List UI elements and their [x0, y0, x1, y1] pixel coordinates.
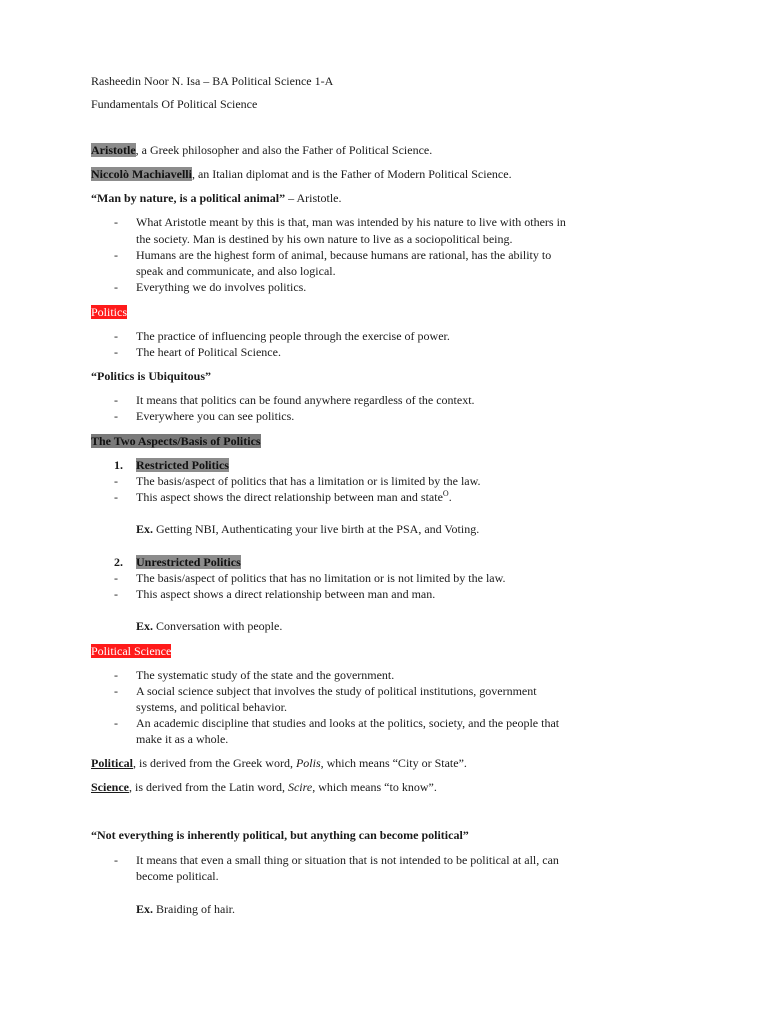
bullet: -	[114, 215, 118, 229]
bullet: -	[114, 684, 118, 698]
politics-heading: Politics	[91, 305, 128, 319]
list-item: It means that politics can be found anywhere regardless of the context.	[136, 393, 475, 407]
list-item: The practice of influencing people through the exercise of power.	[136, 329, 450, 343]
author-line: Rasheedin Noor N. Isa – BA Political Science 1-A	[91, 74, 334, 88]
list-item: The basis/aspect of politics that has no limitation or is not limited by the law.	[136, 571, 506, 585]
machiavelli-highlight: Niccolò Machiavelli	[91, 167, 192, 181]
list-item: What Aristotle meant by this is that, man was intended by his nature to live with others in	[136, 215, 566, 229]
list-item: The systematic study of the state and the government.	[136, 668, 395, 682]
bullet: -	[114, 490, 118, 504]
bullet: -	[114, 716, 118, 730]
aristotle-line: Aristotle, a Greek philosopher and also the Father of Political Science.	[91, 143, 433, 157]
list-item: make it as a whole.	[136, 732, 229, 746]
bullet: -	[114, 668, 118, 682]
quote-aristotle: “Man by nature, is a political animal” – Aristotle.	[91, 191, 342, 205]
aspects-heading: The Two Aspects/Basis of Politics	[91, 434, 261, 448]
list-item: Everywhere you can see politics.	[136, 409, 295, 423]
list-item: the society. Man is destined by his own nature to live as a sociopolitical being.	[136, 232, 513, 246]
bullet: -	[114, 248, 118, 262]
bullet: -	[114, 587, 118, 601]
course-title: Fundamentals Of Political Science	[91, 97, 258, 111]
restricted-example: Ex. Getting NBI, Authenticating your live birth at the PSA, and Voting.	[136, 522, 480, 536]
list-item: Humans are the highest form of animal, because humans are rational, has the ability to	[136, 248, 552, 262]
bullet: -	[114, 280, 118, 294]
list-item: Everything we do involves politics.	[136, 280, 307, 294]
bullet: -	[114, 571, 118, 585]
political-science-heading: Political Science	[91, 644, 172, 658]
list-item: It means that even a small thing or situation that is not intended to be political at all, can	[136, 853, 559, 867]
list-item: A social science subject that involves the study of political institutions, government	[136, 684, 537, 698]
quote-ubiquitous: “Politics is Ubiquitous”	[91, 369, 212, 383]
list-item: This aspect shows the direct relationship between man and state$^O$.	[136, 489, 452, 504]
list-item: The basis/aspect of politics that has a limitation or is limited by the law.	[136, 474, 481, 488]
bullet: -	[114, 853, 118, 867]
bullet: -	[114, 393, 118, 407]
unrestricted-example: Ex. Conversation with people.	[136, 619, 283, 633]
braiding-example: Ex. Braiding of hair.	[136, 902, 235, 916]
unrestricted-title: Unrestricted Politics	[136, 555, 241, 569]
list-item: speak and communicate, and also logical.	[136, 264, 336, 278]
list-number: 2.	[114, 555, 123, 569]
bullet: -	[114, 409, 118, 423]
bullet: -	[114, 474, 118, 488]
list-item: The heart of Political Science.	[136, 345, 281, 359]
political-etymology: Political, is derived from the Greek word, Polis, which means “City or State”.	[91, 756, 467, 770]
list-number: 1.	[114, 458, 123, 472]
science-etymology: Science, is derived from the Latin word, Scire, which means “to know”.	[91, 780, 437, 794]
aristotle-highlight: Aristotle	[91, 143, 136, 157]
list-item: This aspect shows a direct relationship between man and man.	[136, 587, 436, 601]
list-item: become political.	[136, 869, 219, 883]
bullet: -	[114, 345, 118, 359]
list-item: An academic discipline that studies and looks at the politics, society, and the people that	[136, 716, 560, 730]
machiavelli-line: Niccolò Machiavelli, an Italian diplomat and is the Father of Modern Political Science.	[91, 167, 512, 181]
list-item: systems, and political behavior.	[136, 700, 287, 714]
restricted-title: Restricted Politics	[136, 458, 229, 472]
quote-inherently-political: “Not everything is inherently political, but anything can become political”	[91, 828, 469, 842]
bullet: -	[114, 329, 118, 343]
